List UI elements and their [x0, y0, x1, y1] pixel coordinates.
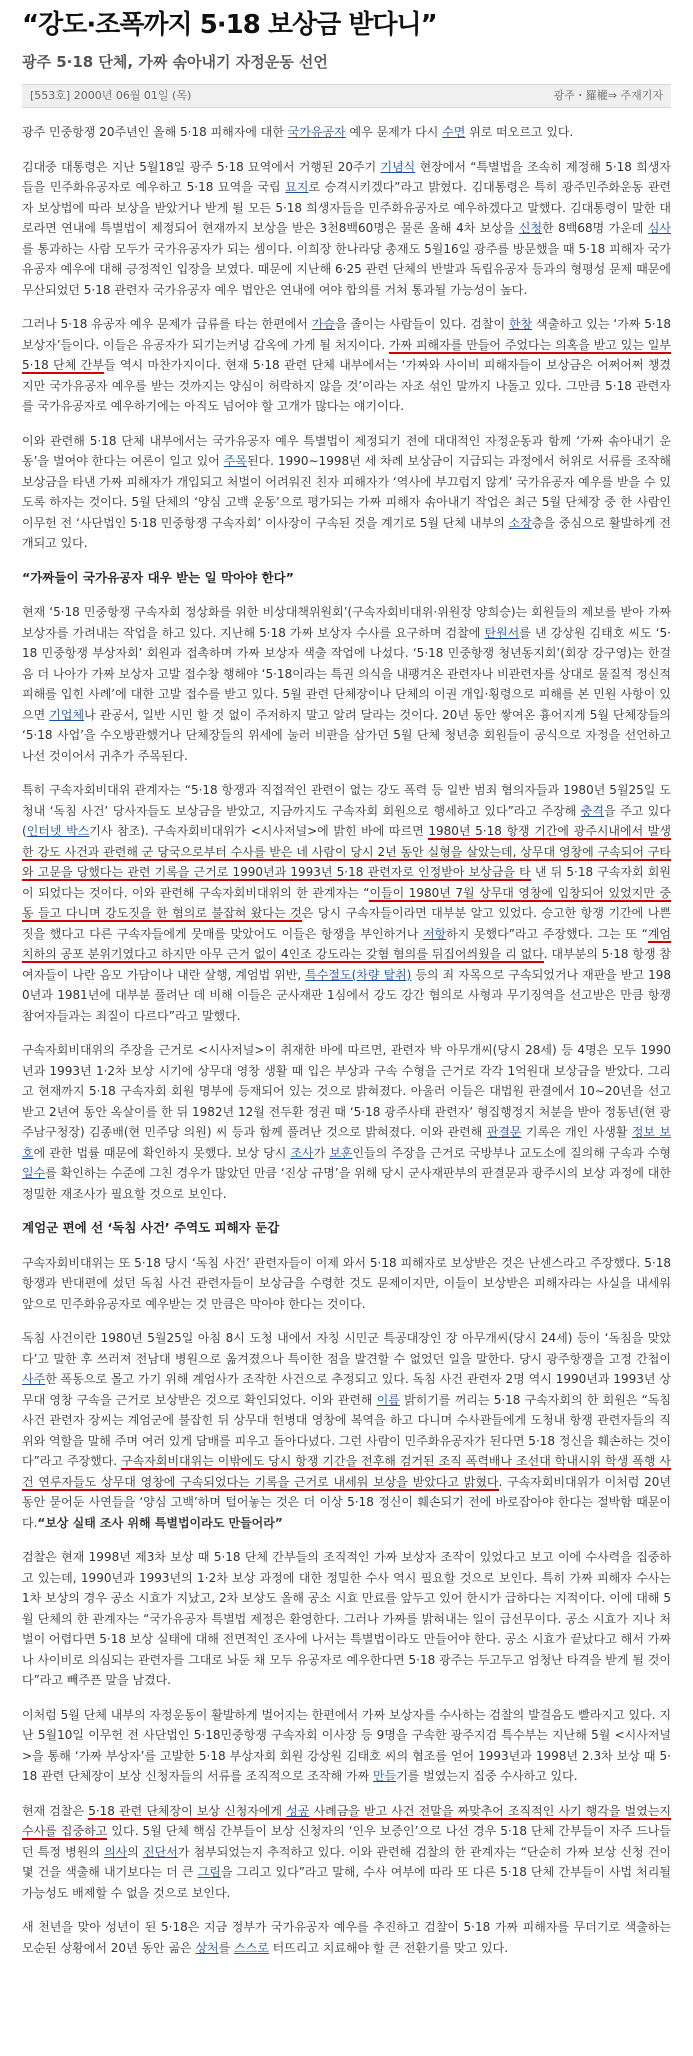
text-run: 독침 사건이란 1980년 5월25일 아침 8시 도청 내에서 자칭 시민군 특공대장인 장 아무개씨(당시 24세) 등이 ‘독침을 맞았다’고 말한 후 쓰러져 전남대 병원으로 옮겨졌으나 특이한 점을 발견할 수 없었던 일을 말한다. 당시 광주항쟁을 고정 간첩이: [22, 1331, 671, 1366]
paragraph: [22, 157, 671, 301]
text-run: 의: [127, 1844, 144, 1859]
paragraph: [22, 431, 671, 554]
keyword-link[interactable]: 심사: [647, 221, 672, 235]
text-run: . 구속자회비대위가 이처럼 20년 동안 묻어둔 사연들을 ‘양심 고백’하며 털어놓는 것은 더 이상 5·18 정신이 훼손되기 전에 바로잡아야 한다는 절박함 때문이다.: [22, 1474, 671, 1530]
keyword-link[interactable]: 기업체: [49, 707, 85, 722]
keyword-link[interactable]: 소장: [508, 515, 532, 530]
keyword-link[interactable]: 상처: [195, 1940, 219, 1955]
keyword-link[interactable]: 묘지: [285, 180, 309, 194]
highlighted-text: 계엄 치하의 공포 분위기였다고 하지만 아무 근거 없이 4인조 강도라는 갖혐 혐의를 뒤집어씌웠을 리 없다: [22, 926, 671, 961]
highlighted-text: 구속자회비대위는 이밖에도 당시 항쟁 기간을 전후해 검거된 조직 폭력배나 조선대 학내시위 학생 폭행 사건 연루자들도 상무대 영창에 구속되었다는 기록을 근거로 내세워 보상을 받았다고 밝혔다: [22, 1454, 671, 1489]
text-run: 가 첨부되었는지 추적하고 있다. 이와 관련해 검찰의 한 관계자는 “단순히 가짜 보상 신청 건이 몇 건을 색출해 내기보다는 더 큰: [22, 1844, 671, 1879]
text-run: 가: [313, 1145, 330, 1160]
keyword-link[interactable]: 의사: [104, 1844, 128, 1859]
article-body: [22, 122, 671, 1958]
text-run: 위로 떠오르고 있다.: [465, 125, 574, 139]
text-run: 된다. 1990∼1998년 세 차례 보상금이 지급되는 과정에서 허위로 서류를 조작해 보상금을 타낸 가짜 피해자가 개입되고 처벌이 어려워진 친자 피해자가 ‘역사에 부끄럽지 않게’ 국가유공자 예우를 받을 수 있도록 하자는 것이다. 5월 단체의 ‘양심 고백 운동’으로 평가되는 가짜 피해자 솎아내기 작업은 최근 5월 단체장 중 한 사람인 이무헌 전 ‘사단법인 5·18 민중항쟁 구속자회’ 이사장이 구속된 것을 계기로 5월 단체 내부의: [22, 454, 671, 530]
paragraph: [22, 780, 671, 1026]
keyword-link[interactable]: 그림: [197, 1865, 221, 1879]
article-meta-bar: [22, 84, 671, 108]
keyword-link[interactable]: 기념식: [380, 159, 416, 174]
keyword-link[interactable]: 판결문: [486, 1125, 522, 1139]
text-run: 로 승격시키겠다”라고 밝혔다. 김대통령은 특히 광주민주화운동 관련자 보상법에 따라 보상을 받았거나 받게 될 모든 5·18 희생자들을 민주화유공자로 예우하겠다고 말했다. 김대통령이 말한 대로라면 연내에 특별법이 제정되어 현재까지 보상을 받은 3천8백60명은 물론 올해 4차 보상을: [22, 180, 672, 235]
inline-subheading: “보상 실태 조사 위해 특별법이라도 만들어라”: [37, 1515, 283, 1530]
keyword-link[interactable]: 신청: [518, 221, 543, 235]
text-run: 인들의 주장을 근거로 국방부나 교도소에 질의해 구속과 수형: [352, 1145, 671, 1160]
text-run: 특히 구속자회비대위 관계자는 “5·18 항쟁과 직접적인 관련이 없는 강도 폭력 등 일반 범죄 혐의자들과 1980년 5월25일 도청내 ‘독침 사건’ 당사자들도 보상금을 받았고, 지금까지도 구속자회 회원으로 행세하고 있다”라고 주장해: [22, 783, 671, 818]
keyword-link[interactable]: 충격: [580, 803, 604, 818]
keyword-link[interactable]: 국가유공자: [287, 125, 346, 139]
text-run: 김대중 대통령은 지난 5월18일 광주 5·18 묘역에서 거행된 20주기: [22, 159, 381, 174]
text-run: 광주 민중항쟁 20주년인 올해 5·18 피해자에 대한: [22, 125, 288, 139]
article-subtitle: 광주 5·18 단체, 가짜 솎아내기 자정운동 선언: [22, 53, 328, 71]
text-run: 층을 중심으로 활발하게 전개되고 있다.: [22, 515, 671, 550]
keyword-link[interactable]: 이름: [376, 1392, 400, 1407]
article-title: “강도·조폭까지 5·18 보상금 받다니”: [22, 10, 437, 40]
paragraph: [22, 1917, 671, 1958]
text-run: 을 그리고 있다”라고 말해, 수사 여부에 따라 또 다른 5·18 단체 간부들이 사법 처리될 가능성도 배제할 수 없을 것으로 보인다.: [22, 1865, 671, 1900]
keyword-link[interactable]: 조사: [290, 1145, 314, 1160]
keyword-link[interactable]: 한창: [508, 317, 533, 331]
keyword-link[interactable]: 수면: [442, 125, 466, 139]
text-run: 새 천년을 맞아 성년이 된 5·18은 지금 정부가 국가유공자 예우를 추진하고 검찰이 5·18 가짜 피해자를 무더기로 색출하는 모순된 상황에서 20년 동안 곪은: [22, 1920, 671, 1955]
text-run: 을 주고 있다(: [22, 803, 671, 838]
text-run: 등의 죄 자목으로 구속되었거나 재판을 받고 1980년과 1981년에 대부분 풀려난 데 비해 이들은 군사재판 1심에서 강도 강간 혐의로 사형과 무기징역을 선고받은 만큼 항쟁 참여자들과는 죄질이 다르다”라고 말했다.: [22, 967, 671, 1023]
text-run: 를 확인하는 수준에 그친 경우가 많았던 만큼 ‘진상 규명’을 위해 당시 군사재판부의 판결문과 광주시의 보상 과정에 대한 정밀한 재조사가 필요할 것으로 보인다.: [22, 1166, 671, 1201]
paragraph: [22, 1547, 671, 1691]
author-byline: 광주・羅權⇒ 주재기자: [553, 89, 663, 102]
text-run: 에 관한 법률 때문에 확인하지 못했다. 보상 당시: [33, 1145, 291, 1160]
text-run: 들 역시 마찬가지이다. 현재 5·18 관련 단체 내부에서는 ‘가짜와 사이비 피해자들이 보상금은 어쩌어쩌 챙겼지만 국가유공자 예우를 받는 것까지는 양심이 허락하지 않을 것’이라는 자조 섞인 말까지 나돌고 있다. 그만큼 5·18 관련자를 국가유공자로 예우하기에는 아직도 넘어야 할 고개가 많다는 얘기이다.: [22, 358, 672, 413]
keyword-link[interactable]: 특수절도(차량 탈취): [305, 967, 412, 982]
keyword-link[interactable]: 사주: [22, 1372, 46, 1386]
paragraph: [22, 122, 671, 143]
text-run: 그러나 5·18 유공자 예우 문제가 급류를 타는 한편에서: [22, 317, 312, 331]
paragraph: [22, 314, 671, 417]
keyword-link[interactable]: 만들: [373, 1769, 397, 1783]
text-run: 있다. 5월 단체 핵심 간부들이 보상 신청자의 ‘인우 보증인’으로 나선 경우 5·18 단체 간부들이 자주 드나들던 특정 병원의: [22, 1824, 671, 1859]
text-run: “가짜들이 국가유공자 대우 받는 일 막아야 한다”: [22, 569, 294, 585]
keyword-link[interactable]: 성공: [286, 1803, 310, 1818]
text-run: . 대부분의 5·18 항쟁 참여자들이 나란 음모 가담이나 내란 살행, 계엄법 위반,: [22, 947, 672, 982]
text-run: 기를 벌였는지 집중 수사하고 있다.: [396, 1769, 578, 1783]
highlighted-text: 이들이 1980년 7월 상무대 영창에 입창되어 있었지만: [369, 885, 660, 900]
text-run: 구속자회비대위는 또 5·18 당시 ‘독침 사건’ 관련자들이 이제 와서 5·18 피해자로 보상받은 것은 난센스라고 주장했다. 5·18 항쟁과 반대편에 섰던 독침 사건 관련자들이 보상금을 수령한 것도 문제이지만, 이들이 보상받은 피해자라는 사실을 내세워 앞으로 민주화유공자로 예우받는 것 만큼은 막아야 한다는 것이다.: [22, 1255, 671, 1311]
keyword-link[interactable]: 진단서: [143, 1844, 178, 1859]
keyword-link[interactable]: 가슴: [311, 317, 335, 331]
keyword-link[interactable]: 저항: [422, 926, 447, 941]
text-run: 밝히기를 꺼리는 5·18 구속자회의 한 회원은 “독침 사건 관련자 장씨는 계엄군에 불잡힌 뒤 상무대 헌병대 영창에 복역을 하고 다니며 수사관들에게 도청내 항쟁 관련자들의 직위와 역할을 말해 주며 여러 있게 담배를 피우고 돌아다녔다. 그런 사람이 민주화유공자가 된다면 5·18 정신을 훼손하는 것이다”라고 주장했다.: [22, 1392, 671, 1468]
highlighted-text: 가짜 피해자를 만들어 주었다는 의혹을 받고 있는 일부 5·18 단체 간부: [22, 337, 671, 372]
section-heading: [22, 568, 671, 589]
keyword-link[interactable]: 스스로: [234, 1940, 269, 1955]
text-run: 낸 뒤 5·18 구속자회 회원이 되었다는 것이다. 이와 관련해 구속자회비대위의 한 관계자는 “: [22, 865, 671, 900]
text-run: 기록은 개인 사생활: [521, 1125, 632, 1139]
text-run: 현재 ‘5·18 민중항쟁 구속자회 정상화를 위한 비상대책위원회’(구속자회비대위·위원장 양희승)는 회원들의 제보를 받아 가짜 보상자를 가려내는 작업을 하고 있다. 지난해 5·18 가짜 보상자 수사를 요구하며 검찰에: [22, 605, 671, 640]
text-run: 현장에서 “특별법을 조속히 제정해 5·18 희생자들을 민주화유공자로 예우하고 5·18 묘역을 국립: [22, 159, 672, 194]
text-run: 이와 관련해 5·18 단체 내부에서는 국가유공자 예우 특별법이 제정되기 전에 대대적인 자정운동과 함께 ‘가짜 솎아내기 운동’을 벌여야 한다는 여론이 일고 있어: [22, 433, 671, 468]
text-run: 현재 검찰은: [22, 1803, 89, 1818]
keyword-link[interactable]: 주목: [223, 454, 247, 468]
text-run: 를: [218, 1940, 235, 1955]
highlighted-text: 사례금을 받고 사건 전말을 짜맞추어 조직적인 사기 행각을 벌였는지 수사를 집중하고: [22, 1803, 671, 1838]
text-run: 이처럼 5월 단체 내부의 자정운동이 활발하게 벌어지는 한편에서 가짜 보상자를 수사하는 검찰의 발걸음도 빨라지고 있다. 지난 5월10일 이무헌 전 사단법인 5·18민중항쟁 구속자회 이사장 등 9명을 구속한 광주지검 특수부는 지난해 5월 <시사저널>을 통해 ‘가짜 부상자’를 고발한 5·18 부상자회 회원 강상원 김태호 씨의 협조를 얻어 1993년과 1998년 2.3차 보상 때 5·18 관련 단체장이 보상 신청자들의 서류를 조직적으로 조작해 가짜: [22, 1707, 671, 1783]
text-run: 한 폭동으로 몰고 가기 위해 계엄사가 조작한 사건으로 추정되고 있다. 독침 사건 관련자 2명 역시 1990년과 1993년 상무대 영창 구속을 근거로 보상받은 것으로 확인되었다. 이와 관련해: [22, 1372, 671, 1407]
keyword-link[interactable]: 일수: [22, 1166, 46, 1180]
highlighted-text: 1980년 5·18 항쟁 기간에 광주시내에서 발생한 강도 사건과 관련해 군 당국으로부터 수사를 받은 네 사람이 당시 2년 동안 실형을 살았는데, 상무대 영창에 구속되어 구타와 고문을 당했다는 관련 기록을 근거로 1990년과 1993년 5·18 관련자로 인정받아 보상금을 타: [22, 824, 671, 879]
text-run: 를 통과하는 사람 모두가 국가유공자가 되는 셈이다. 이희장 한나라당 총재도 5월16일 광주를 방문했을 때 5·18 피해자 국가유공자 예우에 대해 긍정적인 입장을 보였다. 때문에 지난해 6·25 관련 단체의 반발과 독립유공자 등과의 형평성 문제 때문에 무산되었던 5·18 관련자 국가유공자 예우 법안은 연내에 여야 합의를 거쳐 통과될 가능성이 높다.: [22, 241, 671, 297]
issue-date: [553호] 2000년 06월 01일 (목): [30, 89, 192, 102]
text-run: 계엄군 편에 선 ‘독침 사건’ 주역도 피해자 둔갑: [22, 1220, 280, 1235]
text-run: 예우 문제가 다시: [345, 125, 443, 139]
paragraph: [22, 1040, 671, 1204]
paragraph: [22, 602, 671, 766]
paragraph: [22, 1801, 671, 1904]
keyword-link[interactable]: 보훈: [329, 1145, 353, 1160]
section-heading: [22, 1218, 671, 1239]
text-run: 터뜨리고 치료해야 할 큰 전환기를 맞고 있다.: [268, 1940, 509, 1955]
text-run: 은 당시 구속자들이라면 대부분 알고 있었다. 승고한 항쟁 기간에 나쁜 짓을 했다고 다른 구속자들에게 뭇매를 맞았어도 이들은 항쟁을 부인하거나: [22, 906, 671, 941]
keyword-link[interactable]: 정보 보호: [22, 1125, 672, 1160]
paragraph: [22, 1328, 671, 1533]
keyword-link[interactable]: 인터넷 박스: [26, 824, 90, 838]
text-run: 를 낸 강상원 김태호 씨도 ‘5·18 민중항쟁 부상자회’ 회원과 접촉하며 가짜 보상자 색출 작업에 나섰다. ‘5·18 민중항쟁 청년동지회’(회장 강구영)는 한걸음 더 나아가 가짜 보상자 고발 접수창 행해야 ‘5·18이라는 특권 의식을 내팽겨온 관련자나 비관련자를 상대로 물질적 정신적 피해를 입힌 사례’에 대한 고발 접수를 받고 있다. 5월 관련 단체장이나 단체의 이권 개입·횡령으로 피해를 본 민원 사항이 있으면: [22, 625, 671, 722]
text-run: 한 8백68명 가운데: [542, 221, 648, 235]
paragraph: [22, 1705, 671, 1787]
highlighted-text: 5·18 관련 단체장이 보상 신청자에게: [88, 1803, 287, 1818]
text-run: 색출하고 있는 ‘가짜 5·18 보상자’들이다. 이들은 유공자가 되기는커녕 감옥에 가게 될 처지이다.: [22, 317, 672, 352]
text-run: 을 졸이는 사람들이 있다. 검찰이: [334, 317, 509, 331]
highlighted-text: 중동 들고 다니며 강도짓을 한 혐의로 불잡혀 왔다는 것: [22, 885, 671, 920]
keyword-link[interactable]: 탄원서: [484, 625, 520, 640]
paragraph: [22, 1253, 671, 1315]
text-run: 구속자회비대위의 주장을 근거로 <시사저널>이 취재한 바에 따르면, 관련자 박 아무개씨(당시 28세) 등 4명은 모두 1990년과 1993년 1·2차 보상 시기에 상무대 영창 생활 때 입은 부상과 구속 수형을 근거로 각각 1억원대 보상금을 받았다. 그리고 현재까지 5·18 구속자회 회원 명부에 등재되어 있는 것으로 밝혀졌다. 아울러 이들은 대법원 판결에서 10∼20년을 선고받고 2년여 동안 옥살이를 한 뒤 1982년 12월 전두환 정권 때 ‘5·18 광주사태 관련자’ 형집행정지 처분을 받아 정동년(현 광주남구청장) 김종배(현 민주당 의원) 씨 등과 함께 풀려난 것으로 밝혀졌다. 이와 관련해: [22, 1043, 671, 1139]
text-run: 검찰은 현재 1998년 제3차 보상 때 5·18 단체 간부들의 조직적인 가짜 보상자 조작이 있었다고 보고 이에 수사력을 집중하고 있는데, 1990년과 1993년의 1·2차 보상 과정에 대한 정밀한 수사 역시 필요할 것으로 보인다. 특히 가짜 피해자 수사는 1차 보상의 경우 공소 시효가 지났고, 2차 보상도 올해 공소 시효 만료를 앞두고 있어 한시가 급하다는 지적이다. 이에 대해 5월 단체의 한 관계자는 “국가유공자 특별법 제정은 환영한다. 그러나 가짜를 밝혀내는 일이 급선무이다. 공소 시효가 지나 처벌이 어렵다면 5·18 보상 실태에 대해 전면적인 조사에 나서는 특별법이라도 만들어야 한다. 공소 시효가 끝났다고 해서 가짜나 사이비로 의심되는 관련자를 그대로 놔둔 채 모두 유공자로 예우한다면 5·18 광주는 두고두고 엄청난 타격을 받게 될 것이다”라고 빼주픈 말을 남겼다.: [22, 1550, 671, 1687]
text-run: 기사 참조). 구속자회비대위가 <시사저널>에 밝힌 바에 따르면: [89, 824, 429, 838]
text-run: 하지 못했다”라고 주장했다. 그는 또 “: [446, 926, 648, 941]
text-run: 나 관공서, 일반 시민 할 것 없이 주저하지 말고 알려 달라는 것이다. 20년 동안 쌓여온 흉어지게 5월 단체장들의 ‘5·18 사업’을 수오방관했거나 단체장들의 위세에 눌러 비판을 삼가던 5월 단체 청년층 회원들이 공식으로 자정을 선언하고 나선 것이어서 귀추가 주목된다.: [22, 707, 672, 763]
